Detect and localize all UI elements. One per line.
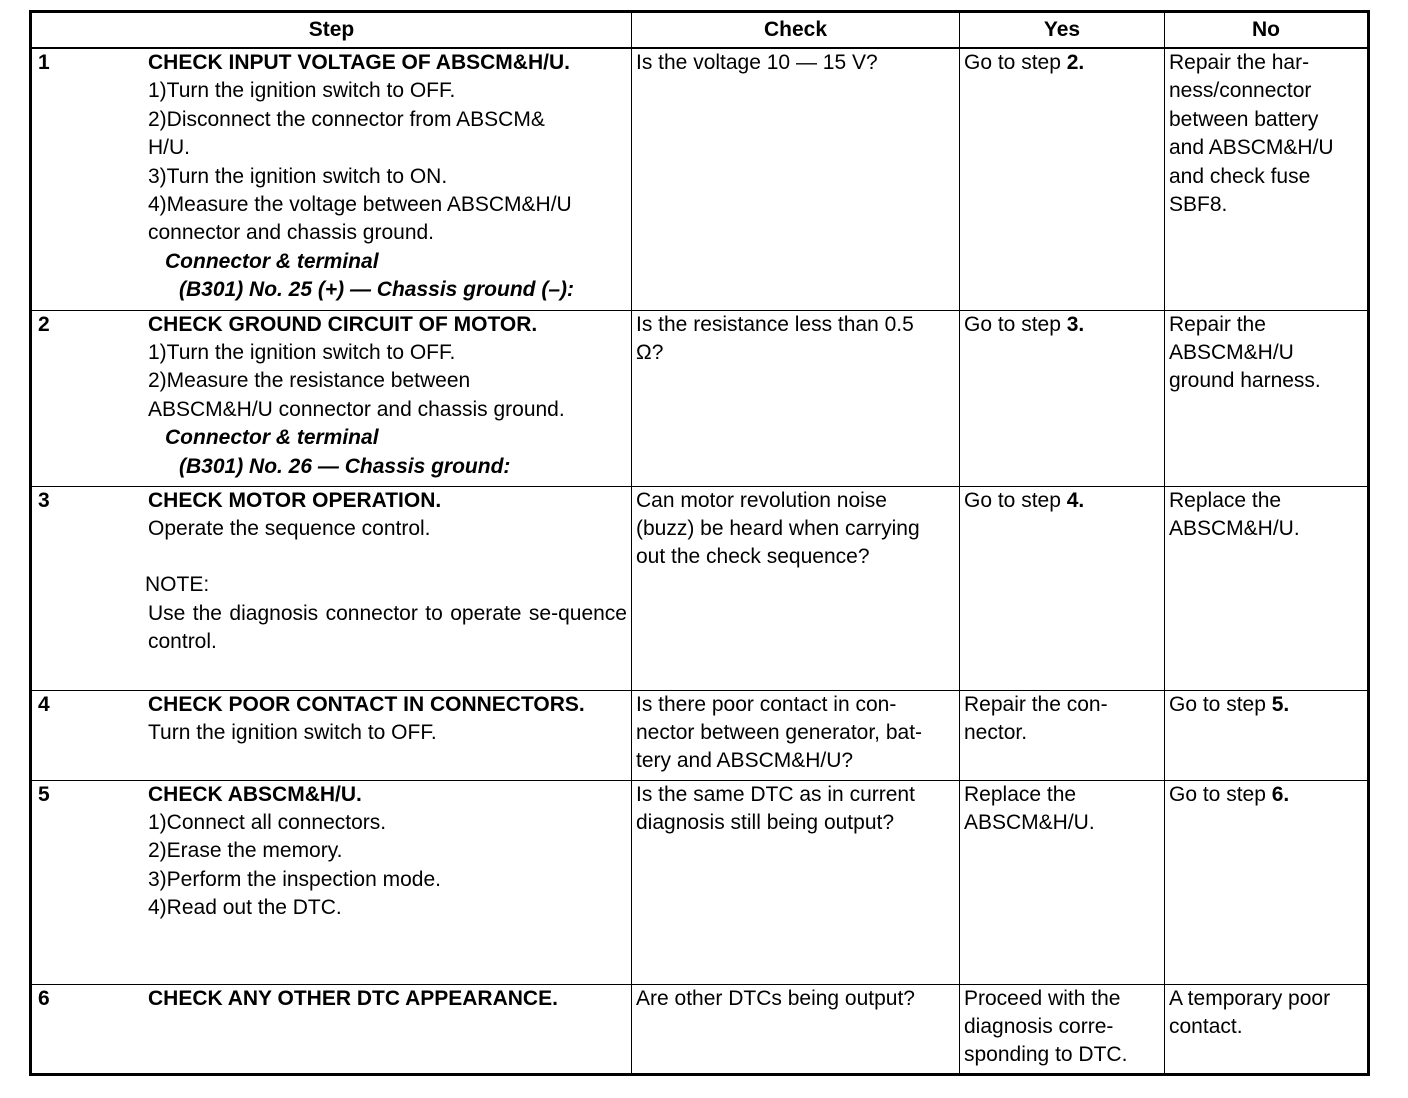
header-step: Step (31, 12, 632, 49)
no-line: and ABSCM&H/U (1169, 136, 1334, 160)
no-line: SBF8. (1169, 193, 1228, 217)
step-line: H/U. (148, 136, 190, 160)
yes-line: Proceed with the (964, 986, 1121, 1010)
no-line: ABSCM&H/U (1169, 340, 1294, 364)
check-cell (632, 310, 960, 486)
step-title: CHECK GROUND CIRCUIT OF MOTOR. (148, 312, 538, 336)
connector-label: Connector & terminal (165, 426, 379, 450)
no-line: Replace the (1169, 488, 1282, 512)
no-cell (1165, 486, 1369, 690)
step-cell (31, 48, 632, 310)
table-row (31, 984, 1369, 1074)
no-step-ref: 6. (1271, 782, 1290, 806)
yes-step-ref: 2. (1066, 51, 1085, 74)
step-line: Turn the ignition switch to OFF. (148, 720, 437, 744)
step-line: 4)Measure the voltage between ABSCM&H/U (148, 193, 572, 217)
header-check: Check (632, 12, 960, 49)
check-cell (632, 984, 960, 1074)
step-number: 2 (38, 312, 50, 336)
step-number: 4 (38, 692, 50, 716)
step-line: 2)Disconnect the connector from ABSCM& (148, 107, 545, 131)
step-line: Operate the sequence control. (148, 516, 431, 540)
connector-label: Connector & terminal (165, 249, 379, 273)
header-yes: Yes (960, 12, 1165, 49)
no-prefix: Go to step (1169, 782, 1272, 806)
check-cell (632, 780, 960, 984)
no-cell (1165, 48, 1369, 310)
check-cell (632, 486, 960, 690)
yes-cell (960, 984, 1165, 1074)
step-cell (31, 780, 632, 984)
check-cell (632, 690, 960, 780)
step-cell (31, 486, 632, 690)
check-line: Is there poor contact in con- (636, 692, 897, 716)
step-cell (31, 310, 632, 486)
yes-line: nector. (964, 720, 1028, 744)
step-line: 2)Erase the memory. (148, 839, 343, 863)
step-number: 1 (38, 51, 50, 74)
step-line: 1)Turn the ignition switch to OFF. (148, 340, 456, 364)
table-row (31, 780, 1369, 984)
step-line: 2)Measure the resistance between (148, 369, 471, 393)
no-cell (1165, 984, 1369, 1074)
yes-prefix: Go to step (964, 312, 1067, 336)
step-cell (31, 984, 632, 1074)
step-number: 6 (38, 986, 50, 1010)
yes-cell (960, 486, 1165, 690)
step-line: 1)Connect all connectors. (148, 810, 387, 834)
yes-step-ref: 3. (1066, 312, 1085, 336)
check-text: Is the voltage 10 — 15 V? (636, 51, 878, 74)
step-number: 5 (38, 782, 50, 806)
check-line: Is the resistance less than 0.5 (636, 312, 914, 336)
no-step-ref: 5. (1271, 692, 1290, 716)
table-row (31, 690, 1369, 780)
step-title: CHECK MOTOR OPERATION. (148, 488, 442, 512)
yes-cell (960, 48, 1165, 310)
step-number: 3 (38, 488, 50, 512)
connector-value: (B301) No. 25 (+) — Chassis ground (–): (179, 278, 574, 302)
step-line: 3)Perform the inspection mode. (148, 867, 441, 891)
yes-line: Repair the con- (964, 692, 1108, 716)
no-prefix: Go to step (1169, 692, 1272, 716)
check-line: out the check sequence? (636, 545, 870, 569)
check-line: diagnosis still being output? (636, 810, 895, 834)
yes-line: sponding to DTC. (964, 1043, 1128, 1067)
yes-cell (960, 690, 1165, 780)
step-title: CHECK ABSCM&H/U. (148, 782, 362, 806)
check-line: nector between generator, bat- (636, 720, 923, 744)
no-line: and check fuse (1169, 164, 1311, 188)
step-title: CHECK POOR CONTACT IN CONNECTORS. (148, 692, 585, 716)
yes-prefix: Go to step (964, 488, 1067, 512)
step-title: CHECK ANY OTHER DTC APPEARANCE. (148, 986, 558, 1010)
note-label: NOTE: (145, 573, 210, 597)
header-no: No (1165, 12, 1369, 49)
no-line: ground harness. (1169, 369, 1321, 393)
table-row (31, 486, 1369, 690)
yes-cell (960, 310, 1165, 486)
check-cell (632, 48, 960, 310)
note-text: Use the diagnosis connector to operate se-quence control. (148, 601, 627, 654)
header-row (31, 12, 1369, 49)
check-line: (buzz) be heard when carrying (636, 516, 920, 540)
no-cell (1165, 690, 1369, 780)
no-line: contact. (1169, 1014, 1243, 1038)
table-row (31, 310, 1369, 486)
step-title: CHECK INPUT VOLTAGE OF ABSCM&H/U. (148, 51, 570, 74)
yes-cell (960, 780, 1165, 984)
diagnostic-table (29, 10, 1370, 1076)
check-line: tery and ABSCM&H/U? (636, 749, 854, 773)
check-text: Are other DTCs being output? (636, 986, 915, 1010)
yes-step-ref: 4. (1066, 488, 1085, 512)
check-line: Ω? (636, 340, 664, 364)
step-line: 3)Turn the ignition switch to ON. (148, 164, 448, 188)
yes-line: diagnosis corre- (964, 1014, 1114, 1038)
check-line: Is the same DTC as in current (636, 782, 915, 806)
no-line: Repair the (1169, 312, 1266, 336)
no-line: ABSCM&H/U. (1169, 516, 1300, 540)
step-line: connector and chassis ground. (148, 221, 435, 245)
no-cell (1165, 310, 1369, 486)
table-row (31, 48, 1369, 310)
step-line: ABSCM&H/U connector and chassis ground. (148, 397, 565, 421)
step-line: 4)Read out the DTC. (148, 896, 342, 920)
yes-prefix: Go to step (964, 51, 1067, 74)
yes-line: ABSCM&H/U. (964, 810, 1095, 834)
step-line: 1)Turn the ignition switch to OFF. (148, 79, 456, 103)
no-line: between battery (1169, 107, 1319, 131)
yes-line: Replace the (964, 782, 1077, 806)
step-cell (31, 690, 632, 780)
no-line: Repair the har- (1169, 51, 1310, 74)
no-line: A temporary poor (1169, 986, 1331, 1010)
connector-value: (B301) No. 26 — Chassis ground: (179, 454, 511, 478)
no-cell (1165, 780, 1369, 984)
no-line: ness/connector (1169, 79, 1312, 103)
check-line: Can motor revolution noise (636, 488, 887, 512)
